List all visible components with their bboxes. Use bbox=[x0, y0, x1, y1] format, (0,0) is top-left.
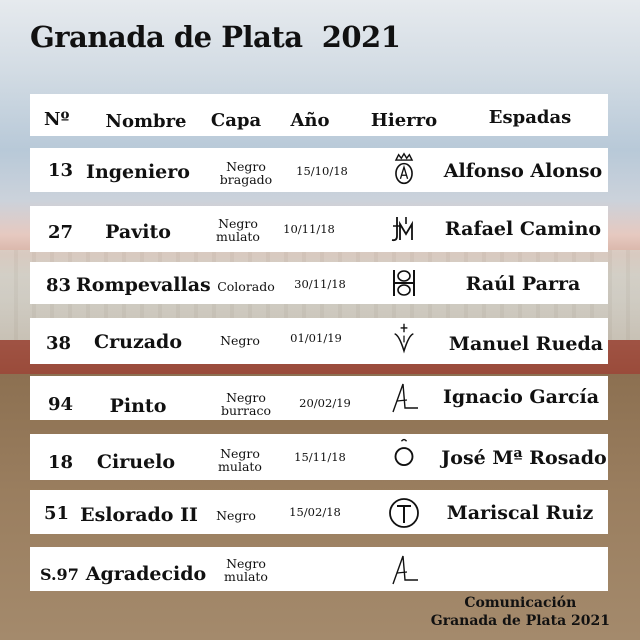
row-capa-line1: Negro bbox=[226, 556, 266, 571]
row-espada: Mariscal Ruiz bbox=[446, 502, 594, 524]
al-brand-icon bbox=[387, 380, 421, 414]
row-num: 27 bbox=[48, 222, 74, 243]
row-capa-line1: Negro bbox=[220, 446, 260, 461]
row-fecha: 30/11/18 bbox=[294, 277, 346, 291]
table-row bbox=[30, 262, 608, 304]
jm-brand-icon bbox=[387, 212, 421, 246]
row-capa-line2: mulato bbox=[218, 459, 262, 474]
page-title: Granada de Plata 2021 bbox=[30, 20, 401, 54]
row-fecha: 15/10/18 bbox=[296, 164, 348, 178]
row-espada: José Mª Rosado bbox=[441, 447, 607, 469]
row-espada: Ignacio García bbox=[442, 386, 600, 408]
row-num: 83 bbox=[46, 275, 72, 296]
header-num: Nº bbox=[44, 109, 70, 130]
row-nombre: Pavito bbox=[105, 221, 171, 243]
row-espada: Rafael Camino bbox=[444, 218, 602, 240]
row-num: 18 bbox=[48, 452, 74, 473]
table-row bbox=[30, 547, 608, 591]
footer-credit bbox=[431, 594, 610, 630]
row-fecha: 15/02/18 bbox=[289, 505, 341, 519]
header-nombre: Nombre bbox=[105, 111, 187, 132]
al-brand-icon bbox=[387, 552, 421, 586]
header-row bbox=[30, 94, 608, 136]
row-capa bbox=[224, 557, 268, 583]
table-row bbox=[30, 148, 608, 192]
row-nombre: Ciruelo bbox=[96, 451, 176, 473]
cross-v-brand-icon bbox=[387, 322, 421, 356]
row-num: 51 bbox=[44, 503, 70, 524]
row-nombre: Cruzado bbox=[93, 331, 183, 353]
header-espadas: Espadas bbox=[488, 107, 572, 128]
row-nombre: Eslorado II bbox=[80, 504, 198, 526]
row-fecha: 10/11/18 bbox=[283, 222, 335, 236]
row-num: S.97 bbox=[40, 565, 79, 584]
crown-a-brand-icon bbox=[387, 152, 421, 186]
row-capa bbox=[216, 217, 260, 243]
row-capa bbox=[220, 160, 272, 186]
ring-brand-icon bbox=[387, 437, 421, 471]
row-capa-line1: Negro bbox=[226, 390, 266, 405]
row-espada: Manuel Rueda bbox=[448, 333, 604, 355]
table-row bbox=[30, 434, 608, 480]
row-fecha: 20/02/19 bbox=[299, 396, 351, 410]
row-fecha: 15/11/18 bbox=[294, 450, 346, 464]
header-capa: Capa bbox=[210, 110, 262, 131]
header-hierro: Hierro bbox=[370, 110, 438, 131]
table-row bbox=[30, 490, 608, 534]
row-capa-line2: bragado bbox=[219, 172, 273, 187]
table-row bbox=[30, 206, 608, 252]
row-espada: Alfonso Alonso bbox=[443, 160, 603, 182]
row-nombre: Pinto bbox=[109, 395, 167, 417]
row-nombre: Agradecido bbox=[85, 563, 207, 585]
circle-t-brand-icon bbox=[387, 496, 421, 530]
row-num: 13 bbox=[48, 160, 74, 181]
footer-line-2: Granada de Plata 2021 bbox=[430, 613, 610, 629]
row-capa bbox=[218, 447, 262, 473]
row-nombre: Ingeniero bbox=[86, 161, 190, 183]
row-capa-line2: mulato bbox=[216, 229, 260, 244]
row-num: 94 bbox=[48, 394, 74, 415]
row-nombre: Rompevallas bbox=[76, 274, 211, 296]
footer-line-1: Comunicación bbox=[464, 595, 577, 611]
h-loop-brand-icon bbox=[387, 266, 421, 300]
row-capa bbox=[221, 391, 271, 417]
row-capa-line1: Negro bbox=[226, 159, 266, 174]
row-capa: Negro bbox=[216, 508, 256, 523]
row-capa-line2: burraco bbox=[221, 403, 271, 418]
header-anio: Año bbox=[290, 110, 330, 131]
row-espada: Raúl Parra bbox=[465, 273, 581, 295]
row-capa: Negro bbox=[220, 333, 260, 348]
row-capa-line2: mulato bbox=[224, 569, 268, 584]
row-capa: Colorado bbox=[217, 279, 275, 294]
row-fecha: 01/01/19 bbox=[290, 331, 342, 345]
row-capa-line1: Negro bbox=[218, 216, 258, 231]
row-num: 38 bbox=[46, 333, 72, 354]
table-row bbox=[30, 376, 608, 420]
table-row bbox=[30, 318, 608, 364]
